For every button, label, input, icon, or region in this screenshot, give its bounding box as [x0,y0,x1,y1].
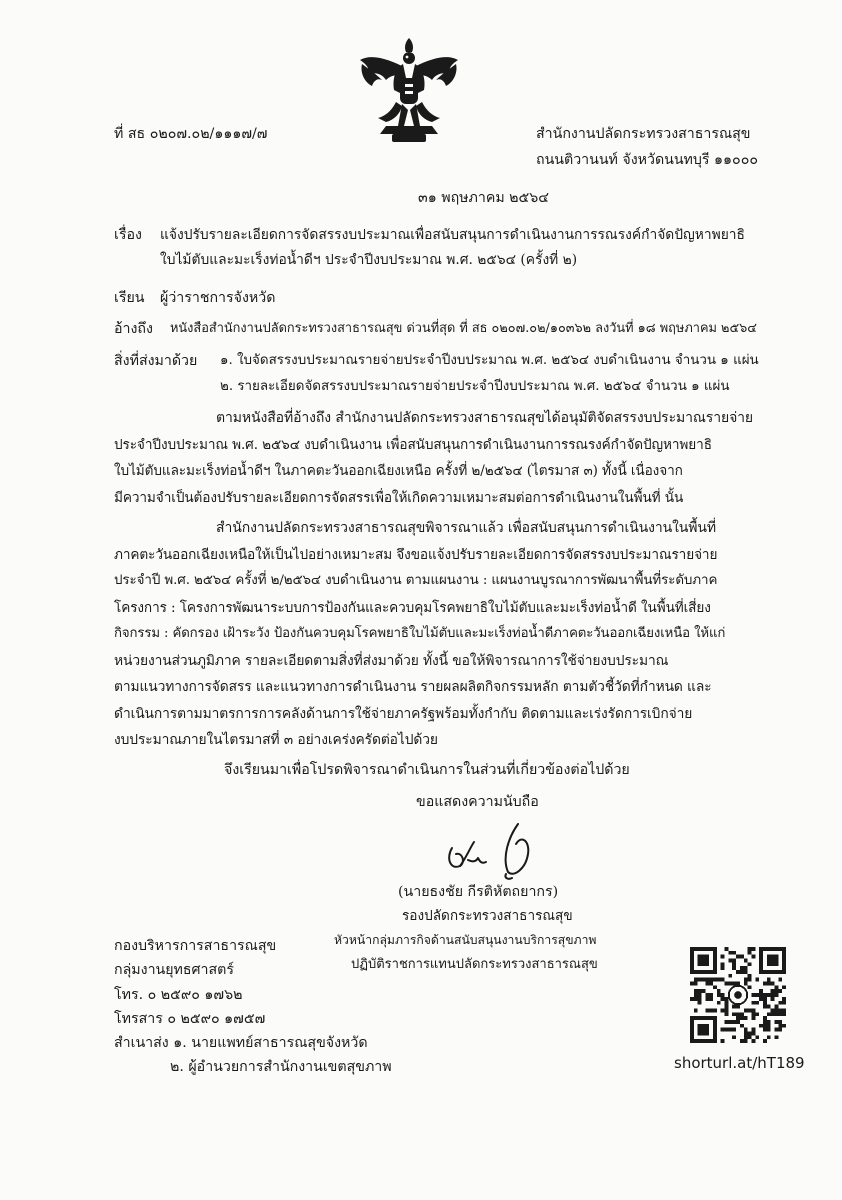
office-name: สำนักงานปลัดกระทรวงสาธารณสุข [536,126,751,142]
footer-division: กองบริหารการสาธารณสุข [114,938,277,954]
paragraph-1-line: มีความจำเป็นต้องปรับรายละเอียดการจัดสรรเพื่อให้เกิดความเหมาะสมต่อการดำเนินงานในพื้นที่ นั้น [114,490,684,506]
office-address: ถนนติวานนท์ จังหวัดนนทบุรี ๑๑๐๐๐ [536,152,759,168]
paragraph-2-line: โครงการ : โครงการพัฒนาระบบการป้องกันและควบคุมโรคพยาธิใบไม้ตับและมะเร็งท่อน้ำดี ในพื้นที่เสี่ยง [114,600,711,616]
paragraph-1-line: ประจำปีงบประมาณ พ.ศ. ๒๕๖๔ งบดำเนินงาน เพื่อสนับสนุนการดำเนินงานการรณรงค์กำจัดปัญหาพยาธิ [114,437,712,453]
closing-respect: ขอแสดงความนับถือ [416,794,539,810]
subject-line-1: แจ้งปรับรายละเอียดการจัดสรรงบประมาณเพื่อสนับสนุนการดำเนินงานการรณรงค์กำจัดปัญหาพยาธิ [160,227,745,243]
footer-cc-2: ๒. ผู้อำนวยการสำนักงานเขตสุขภาพ [170,1059,392,1075]
garuda-emblem-icon [356,34,462,146]
footer-cc-1: สำเนาส่ง ๑. นายแพทย์สาธารณสุขจังหวัด [114,1035,368,1051]
paragraph-2-line: ประจำปี พ.ศ. ๒๕๖๔ ครั้งที่ ๒/๒๕๖๔ งบดำเนินงาน ตามแผนงาน : แผนงานบูรณาการพัฒนาพื้นที่ระดับภาค [114,573,718,588]
paragraph-2-line: งบประมาณภายในไตรมาสที่ ๓ อย่างเคร่งครัดต่อไปด้วย [114,732,438,748]
enclosure-item: ๑. ใบจัดสรรงบประมาณรายจ่ายประจำปีงบประมาณ พ.ศ. ๒๕๖๔ งบดำเนินงาน จำนวน ๑ แผ่น [220,353,759,368]
enclosures-label: สิ่งที่ส่งมาด้วย [114,353,198,369]
qr-url[interactable]: shorturl.at/hT189 [674,1054,805,1072]
reference-text: หนังสือสำนักงานปลัดกระทรวงสาธารณสุข ด่วนที่สุด ที่ สธ ๐๒๐๗.๐๒/๑๐๓๖๒ ลงวันที่ ๑๘ พฤษภาคม ๒๕๖๔ [170,321,757,336]
paragraph-2-line: หน่วยงานส่วนภูมิภาค รายละเอียดตามสิ่งที่ส่งมาด้วย ทั้งนี้ ขอให้พิจารณาการใช้จ่ายงบประมาณ [114,653,669,669]
salutation-label: เรียน [114,290,145,306]
enclosure-item: ๒. รายละเอียดจัดสรรงบประมาณรายจ่ายประจำปีงบประมาณ พ.ศ. ๒๕๖๔ จำนวน ๑ แผ่น [220,379,730,394]
reference-label: อ้างถึง [114,321,153,337]
subject-label: เรื่อง [114,227,142,243]
reference-number: ที่ สธ ๐๒๐๗.๐๒/๑๑๑๗/๗ [114,126,268,142]
salutation-recipient: ผู้ว่าราชการจังหวัด [160,290,276,306]
footer-fax: โทรสาร ๐ ๒๕๙๐ ๑๗๕๗ [114,1011,266,1027]
subject-line-2: ใบไม้ตับและมะเร็งท่อน้ำดีฯ ประจำปีงบประมาณ พ.ศ. ๒๕๖๔ (ครั้งที่ ๒) [160,252,578,268]
paragraph-2-line: ภาคตะวันออกเฉียงเหนือให้เป็นไปอย่างเหมาะสม จึงขอแจ้งปรับรายละเอียดการจัดสรรงบประมาณรายจ่าย [114,547,718,563]
signatory-title-1: รองปลัดกระทรวงสาธารณสุข [402,908,573,924]
paragraph-1-line: ใบไม้ตับและมะเร็งท่อน้ำดีฯ ในภาคตะวันออกเฉียงเหนือ ครั้งที่ ๒/๒๕๖๔ (ไตรมาส ๓) ทั้งนี้ เนื่องจาก [114,463,683,479]
paragraph-2-line: ตามแนวทางการจัดสรร และแนวทางการดำเนินงาน รายผลผลิตกิจกรรมหลัก ตามตัวชี้วัดที่กำหนด และ [114,679,712,695]
paragraph-2-line: กิจกรรม : คัดกรอง เฝ้าระวัง ป้องกันควบคุมโรคพยาธิใบไม้ตับและมะเร็งท่อน้ำดีภาคตะวันออกเฉียงเหนือ ให้แก่ [114,626,726,641]
footer-group: กลุ่มงานยุทธศาสตร์ [114,962,235,978]
signature [438,818,558,882]
qr-code-icon[interactable] [690,947,786,1043]
paragraph-1-line: ตามหนังสือที่อ้างถึง สำนักงานปลัดกระทรวงสาธารณสุขได้อนุมัติจัดสรรงบประมาณรายจ่าย [216,410,754,426]
paragraph-2-line: ดำเนินการตามมาตรการการคลังด้านการใช้จ่ายภาครัฐพร้อมทั้งกำกับ ติดตามและเร่งรัดการเบิกจ่าย [114,706,693,722]
document-date: ๓๑ พฤษภาคม ๒๕๖๔ [418,190,550,206]
closing-request: จึงเรียนมาเพื่อโปรดพิจารณาดำเนินการในส่วนที่เกี่ยวข้องต่อไปด้วย [224,762,630,778]
signatory-name: (นายธงชัย กีรติหัตถยากร) [398,884,559,900]
signatory-title-2: หัวหน้ากลุ่มภารกิจด้านสนับสนุนงานบริการสุขภาพ [334,933,597,947]
signatory-title-3: ปฏิบัติราชการแทนปลัดกระทรวงสาธารณสุข [351,957,598,972]
footer-tel: โทร. ๐ ๒๕๙๐ ๑๗๖๒ [114,987,243,1003]
paragraph-2-line: สำนักงานปลัดกระทรวงสาธารณสุขพิจารณาแล้ว เพื่อสนับสนุนการดำเนินงานในพื้นที่ [216,520,716,536]
